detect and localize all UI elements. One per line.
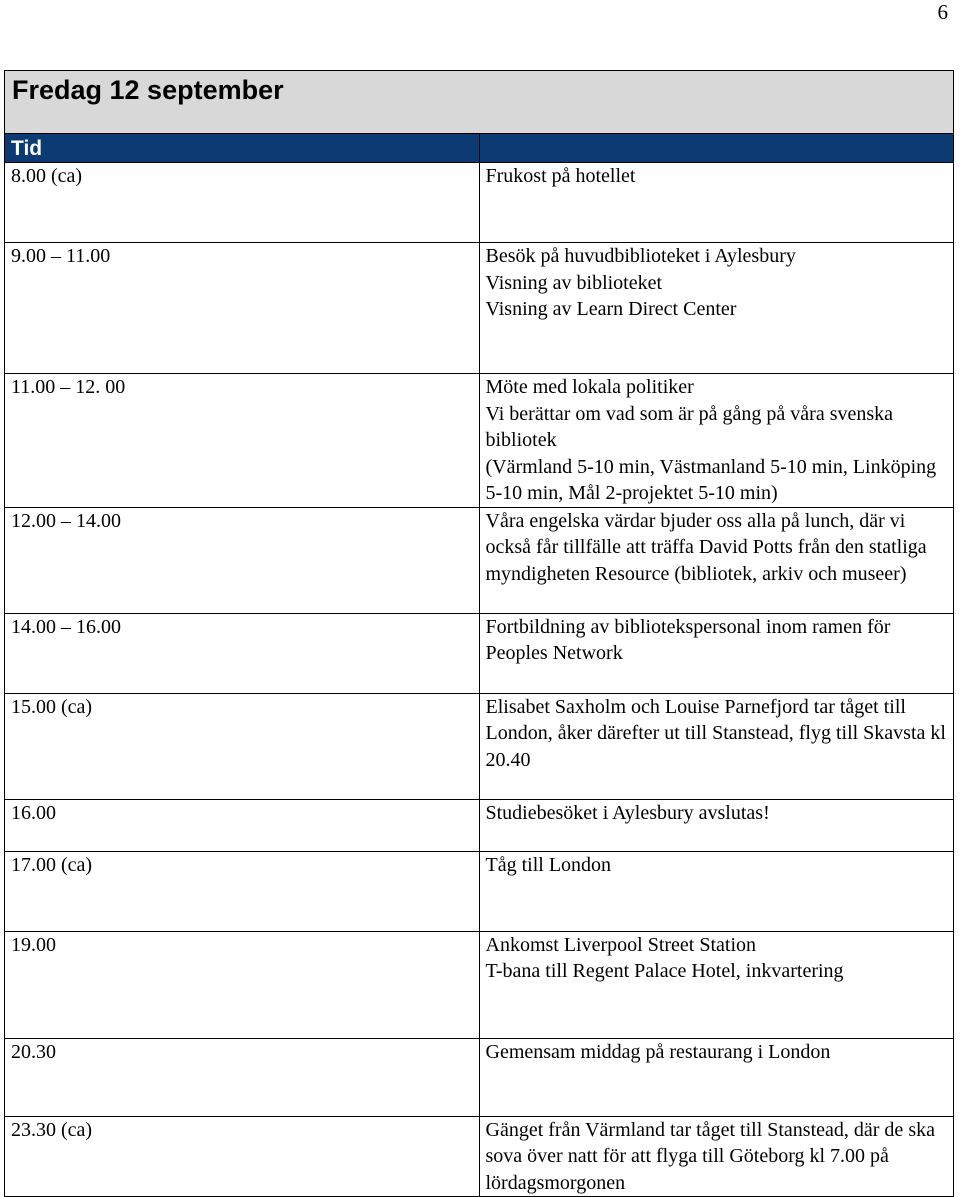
activity-cell	[479, 851, 954, 931]
schedule-row	[5, 1116, 954, 1197]
activity-line: T-bana till Regent Palace Hotel, inkvartering	[485, 960, 844, 982]
schedule-row	[5, 799, 954, 851]
schedule-row	[5, 931, 954, 1038]
time-cell: 20.30	[5, 1038, 480, 1116]
activity-cell	[479, 374, 954, 508]
activity-cell	[479, 507, 954, 613]
activity-line: (Värmland 5-10 min, Västmanland 5-10 min, Linköping 5-10 min, Mål 2-projektet 5-10 min)	[485, 455, 937, 504]
schedule-row	[5, 374, 954, 508]
activity-line: Ankomst Liverpool Street Station	[485, 933, 757, 956]
time-cell: 9.00 – 11.00	[5, 243, 480, 374]
time-cell: 8.00 (ca)	[5, 163, 480, 243]
time-cell: 12.00 – 14.00	[5, 507, 480, 613]
time-cell: 14.00 – 16.00	[5, 613, 480, 693]
activity-cell	[479, 163, 954, 243]
activity-cell	[479, 1038, 954, 1116]
activity-line: Våra engelska värdar bjuder oss alla på lunch, där vi också får tillfälle att träffa David Potts från den statliga myndigheten Resource (bibliotek, arkiv och museer)	[485, 509, 927, 585]
schedule-row	[5, 507, 954, 613]
activity-line: Frukost på hotellet	[485, 165, 636, 187]
schedule-table	[4, 70, 954, 1197]
activity-cell	[479, 931, 954, 1038]
time-cell: 15.00 (ca)	[5, 693, 480, 799]
schedule-row	[5, 851, 954, 931]
time-cell: 19.00	[5, 931, 480, 1038]
time-column-header: Tid	[5, 134, 480, 163]
schedule-row	[5, 613, 954, 693]
activity-cell	[479, 799, 954, 851]
activity-line: Studiebesöket i Aylesbury avslutas!	[485, 801, 770, 824]
activity-line: Gemensam middag på restaurang i London	[485, 1040, 831, 1063]
day-title-row	[5, 71, 954, 134]
activity-line: Besök på huvudbiblioteket i Aylesbury	[485, 245, 796, 267]
time-cell: 11.00 – 12. 00	[5, 374, 480, 508]
page-number: 6	[937, 0, 948, 24]
time-cell: 16.00	[5, 799, 480, 851]
schedule-row	[5, 693, 954, 799]
time-cell: 17.00 (ca)	[5, 851, 480, 931]
activity-line: Visning av biblioteket	[485, 271, 663, 294]
schedule-row	[5, 163, 954, 243]
activity-column-header	[479, 134, 954, 163]
activity-cell	[479, 1116, 954, 1197]
day-title: Fredag 12 september	[5, 71, 954, 134]
schedule-row	[5, 243, 954, 374]
schedule-row	[5, 1038, 954, 1116]
activity-cell	[479, 613, 954, 693]
activity-cell	[479, 693, 954, 799]
time-cell: 23.30 (ca)	[5, 1116, 480, 1197]
activity-line: Möte med lokala politiker	[485, 376, 694, 398]
activity-line: Visning av Learn Direct Center	[485, 298, 737, 320]
header-row	[5, 134, 954, 163]
activity-cell	[479, 243, 954, 374]
activity-line: Gänget från Värmland tar tåget till Stanstead, där de ska sova över natt för att flyga till Göteborg kl 7.00 på lördagsmorgonen	[485, 1118, 935, 1194]
activity-line: Vi berättar om vad som är på gång på våra svenska bibliotek	[485, 402, 894, 451]
activity-line: Tåg till London	[485, 853, 612, 876]
activity-line: Elisabet Saxholm och Louise Parnefjord tar tåget till London, åker därefter ut till Stanstead, flyg till Skavsta kl 20.40	[485, 695, 946, 771]
activity-line: Fortbildning av bibliotekspersonal inom ramen för Peoples Network	[485, 615, 891, 664]
